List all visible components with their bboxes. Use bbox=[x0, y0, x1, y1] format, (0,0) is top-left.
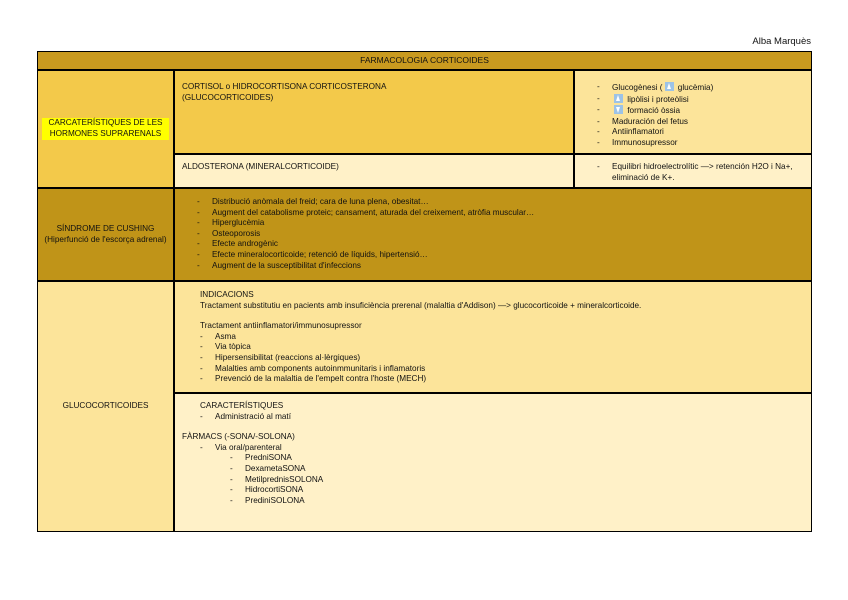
cortisol-title: CORTISOL o HIDROCORTISONA CORTICOSTERONA bbox=[182, 82, 387, 91]
author-name: Alba Marquès bbox=[752, 36, 811, 47]
aldosterona-title: ALDOSTERONA (MINERALCORTICOIDE) bbox=[182, 162, 339, 171]
cortisol-effects-list bbox=[597, 82, 804, 149]
arrow-up-icon bbox=[614, 94, 623, 103]
via-list bbox=[200, 443, 804, 454]
list-item: - Immunosupressor bbox=[597, 138, 804, 149]
hormones-label: CARCATERÍSTIQUES DE LES HORMONES SUPRARENALS bbox=[42, 118, 169, 139]
table-header: FARMACOLOGIA CORTICOIDES bbox=[37, 51, 812, 70]
list-item: - Efecte androgènic bbox=[197, 239, 804, 250]
list-item: - DexametaSONA bbox=[230, 464, 804, 475]
cortisol-effects-cell bbox=[574, 70, 812, 154]
list-item: - Osteoporosis bbox=[197, 229, 804, 240]
list-item: - Augment de la susceptibilitat d'infeccions bbox=[197, 261, 804, 272]
farmacs-title: FÀRMACS (-SONA/-SOLONA) bbox=[182, 432, 295, 442]
cushing-label-cell bbox=[37, 188, 174, 281]
list-item: - Hiperglucèmia bbox=[197, 218, 804, 229]
list-item: - Augment del catabolisme proteic; cansament, aturada del creixement, atròfia muscular… bbox=[197, 208, 804, 219]
list-item: - PredniSONA bbox=[230, 453, 804, 464]
list-item: - Via oral/parenteral bbox=[200, 443, 804, 454]
arrow-up-icon bbox=[665, 82, 674, 91]
cortisol-cell bbox=[174, 70, 574, 154]
list-item: - Equilibri hidroelectrolític —> retención H2O i Na+, eliminació de K+. bbox=[597, 162, 804, 183]
list-item: - Hipersensibilitat (reaccions al·lèrgiques) bbox=[200, 353, 804, 364]
indicacions-title: INDICACIONS bbox=[200, 290, 254, 299]
hormones-label-cell bbox=[37, 70, 174, 188]
indicacions-cell bbox=[174, 281, 812, 393]
list-item: - HidrocortiSONA bbox=[230, 485, 804, 496]
list-item: - PrediniSOLONA bbox=[230, 496, 804, 507]
corticoids-table bbox=[37, 51, 812, 532]
list-item: - Efecte mineralocorticoide; retenció de líquids, hipertensió… bbox=[197, 250, 804, 261]
arrow-down-icon bbox=[614, 105, 623, 114]
list-item: - formació òssia bbox=[597, 105, 804, 117]
list-item: - lipòlisi i proteòlisi bbox=[597, 94, 804, 106]
list-item: - Via tòpica bbox=[200, 342, 804, 353]
list-item: - Malalties amb components autoinmmunitaris i inflamatoris bbox=[200, 364, 804, 375]
caracteristiques-cell bbox=[174, 393, 812, 532]
glucocorticoides-label-cell bbox=[37, 281, 174, 532]
cushing-label: SÍNDROME DE CUSHING (Hiperfunció de l'escorça adrenal) bbox=[44, 223, 167, 244]
list-item: - Glucogènesi ( glucèmia) bbox=[597, 82, 804, 94]
indicacions-list bbox=[200, 332, 804, 385]
aldosterona-effects-list bbox=[597, 162, 804, 183]
drugs-list bbox=[200, 453, 804, 506]
indicacions-line2: Tractament antiinflamatori/immunosupressor bbox=[200, 321, 362, 331]
list-item: - Asma bbox=[200, 332, 804, 343]
aldosterona-effects-cell bbox=[574, 154, 812, 188]
indicacions-line1: Tractament substitutiu en pacients amb insuficiència prerenal (malaltia d'Addison) —> glucocorticoide + mineralcorticoide. bbox=[200, 300, 642, 310]
list-item: - Maduración del fetus bbox=[597, 117, 804, 128]
aldosterona-cell bbox=[174, 154, 574, 188]
glucocorticoides-label: GLUCOCORTICOIDES bbox=[62, 401, 149, 411]
caracteristiques-list bbox=[200, 412, 804, 423]
cushing-symptoms-list bbox=[197, 197, 804, 271]
list-item: - Antiinflamatori bbox=[597, 127, 804, 138]
caracteristiques-title: CARACTERÍSTIQUES bbox=[200, 401, 284, 410]
list-item: - MetilprednisSOLONA bbox=[230, 475, 804, 486]
list-item: - Distribució anòmala del freid; cara de luna plena, obesitat… bbox=[197, 197, 804, 208]
cushing-content-cell bbox=[174, 188, 812, 281]
list-item: - Prevenció de la malaltia de l'empelt contra l'hoste (MECH) bbox=[200, 374, 804, 385]
cortisol-subtitle: (GLUCOCORTICOIDES) bbox=[182, 92, 274, 102]
list-item: - Administració al matí bbox=[200, 412, 804, 423]
